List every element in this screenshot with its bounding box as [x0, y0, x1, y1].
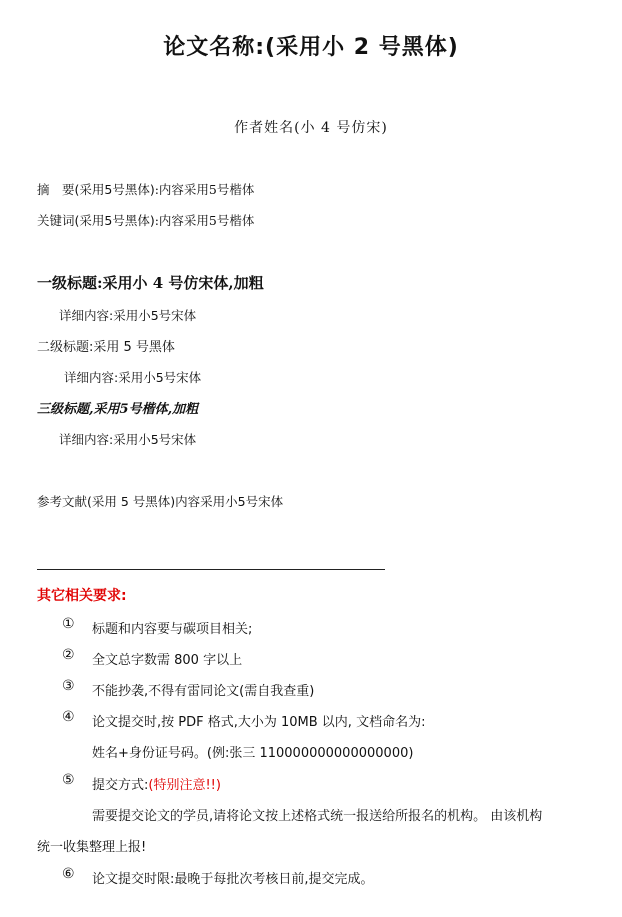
- item-continuation: 姓名+身份证号码。(例:张三 110000000000000000): [92, 746, 414, 761]
- divider: [37, 569, 385, 570]
- item-text: 论文提交时,按 PDF 格式,大小为 10MB 以内, 文档命名为:: [92, 715, 426, 730]
- item-text: 标题和内容要与碳项目相关;: [92, 622, 253, 637]
- item-number: ①: [62, 616, 75, 632]
- heading-level-2: 二级标题:采用 5 号黑体: [37, 340, 175, 355]
- item-text-line: [92, 774, 221, 793]
- abstract-line: [37, 180, 254, 198]
- document-title: 论文名称:(采用小 2 号黑体): [163, 35, 459, 60]
- detail-3: 详细内容:采用小5号宋体: [59, 432, 197, 447]
- heading-level-3: 三级标题,采用5号楷体,加粗: [37, 402, 199, 417]
- item-number: ⑤: [62, 772, 75, 788]
- item-number: ④: [62, 709, 75, 725]
- item-paragraph: 需要提交论文的学员,请将论文按上述格式统一报送给所报名的机构。 由该机构: [92, 809, 543, 824]
- item-number: ⑥: [62, 866, 75, 882]
- author-name: 作者姓名(小 4 号仿宋): [234, 120, 388, 136]
- keywords-line: [37, 211, 254, 229]
- item-number: ②: [62, 647, 75, 663]
- detail-1: 详细内容:采用小5号宋体: [59, 308, 197, 323]
- requirements-heading: 其它相关要求:: [37, 588, 127, 604]
- abstract-value: :内容采用5号楷体: [154, 182, 255, 197]
- heading-level-1: 一级标题:采用小 4 号仿宋体,加粗: [37, 274, 264, 292]
- keywords-value: :内容采用5号楷体: [154, 213, 255, 228]
- item-text: 提交方式:: [92, 778, 149, 793]
- highlight-note: (特别注意!!): [148, 778, 221, 793]
- keywords-label: 关键词(采用5号黑体): [37, 213, 155, 228]
- abstract-label: 摘 要(采用5号黑体): [37, 182, 155, 197]
- item-text: 不能抄袭,不得有雷同论文(需自我查重): [92, 684, 315, 699]
- detail-2: 详细内容:采用小5号宋体: [64, 370, 202, 385]
- item-paragraph-continued: 统一收集整理上报!: [37, 840, 147, 855]
- item-text: 全文总字数需 800 字以上: [92, 653, 243, 668]
- item-number: ③: [62, 678, 75, 694]
- references-line: 参考文献(采用 5 号黑体)内容采用小5号宋体: [37, 494, 284, 509]
- item-text: 论文提交时限:最晚于每批次考核日前,提交完成。: [92, 872, 374, 887]
